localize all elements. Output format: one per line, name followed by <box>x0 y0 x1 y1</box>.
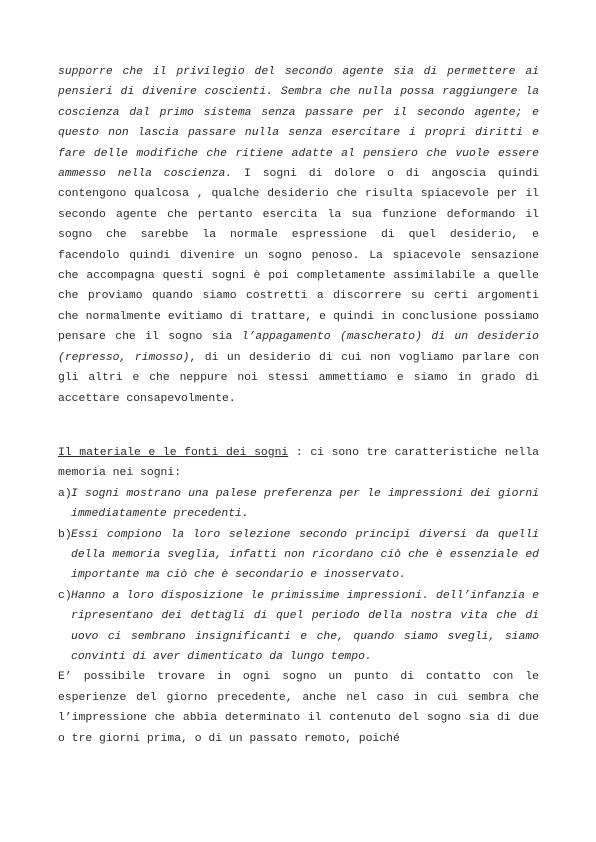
list-item <box>58 586 539 668</box>
list-marker: b) <box>58 528 72 541</box>
section-gap <box>58 409 539 443</box>
italic-passage: supporre che il privilegio del secondo agente sia di permettere ai pensieri di divenire coscienti. Sembra che nulla possa raggiungere la coscienza dal primo sistema senza passare per il secondo agente; e questo non lascia passare nulla senza esercitare i propri diritti e fare delle modifiche che ritiene adatte al pensiero che vuole essere ammesso nella coscienza. <box>58 66 539 181</box>
paragraph-text: I sogni di dolore o di angoscia quindi contengono qualcosa , qualche desiderio che risulta spiacevole per il secondo agente che pertanto esercita la sua funzione deformando il sogno che sarebbe la normale espressione di quel desiderio, e facendolo quindi divenire un sogno penoso. La spiacevole sensazione che accompagna questi sogni è poi completamente assimilabile a quelle che proviamo quando siamo costretti a discorrere su certi argomenti che normalmente evitiamo di trattare, e quindi in conclusione possiamo pensare che il sogno sia <box>58 168 539 344</box>
document-page <box>58 62 539 749</box>
closing-paragraph <box>58 667 539 749</box>
italic-definition: l’appagamento (mascherato) di un desiderio (represso, rimosso) <box>58 331 540 364</box>
list-marker: c) <box>58 589 72 602</box>
paragraph-text-end: , di un desiderio di cui non vogliamo parlare con gli altri e che neppure noi stessi ammettiamo e siamo in grado di accettare consapevolmente. <box>58 351 539 405</box>
section-heading-rest: : ci sono tre caratteristiche nella memoria nei sogni: <box>58 446 539 480</box>
characteristics-list <box>58 484 539 668</box>
list-item-text: Hanno a loro disposizione le primissime impressioni. dell’infanzia e ripresentano dei dettagli di quel periodo della nostra vita che di uovo ci sembrano insignificanti e che, quando siamo svegli, siamo convinti di aver dimenticato da lungo tempo. <box>71 589 539 663</box>
list-item <box>58 525 539 586</box>
section-intro <box>58 443 539 484</box>
body-paragraph <box>58 62 539 409</box>
list-item-text: I sogni mostrano una palese preferenza per le impressioni dei giorni immediatamente precedenti. <box>71 487 539 521</box>
list-marker: a) <box>58 487 72 500</box>
list-item <box>58 484 539 525</box>
section-heading: Il materiale e le fonti dei sogni <box>58 446 289 459</box>
closing-text: E’ possibile trovare in ogni sogno un punto di contatto con le esperienze del giorno precedente, anche nel caso in cui sembra che l’impressione che abbia determinato il contenuto del sogno sia di due o tre giorni prima, o di un passato remoto, poiché <box>58 671 539 745</box>
list-item-text: Essi compiono la loro selezione secondo principi diversi da quelli della memoria sveglia, infatti non ricordano ciò che è essenziale ed importante ma ciò che è secondario e inosservato. <box>71 528 539 582</box>
